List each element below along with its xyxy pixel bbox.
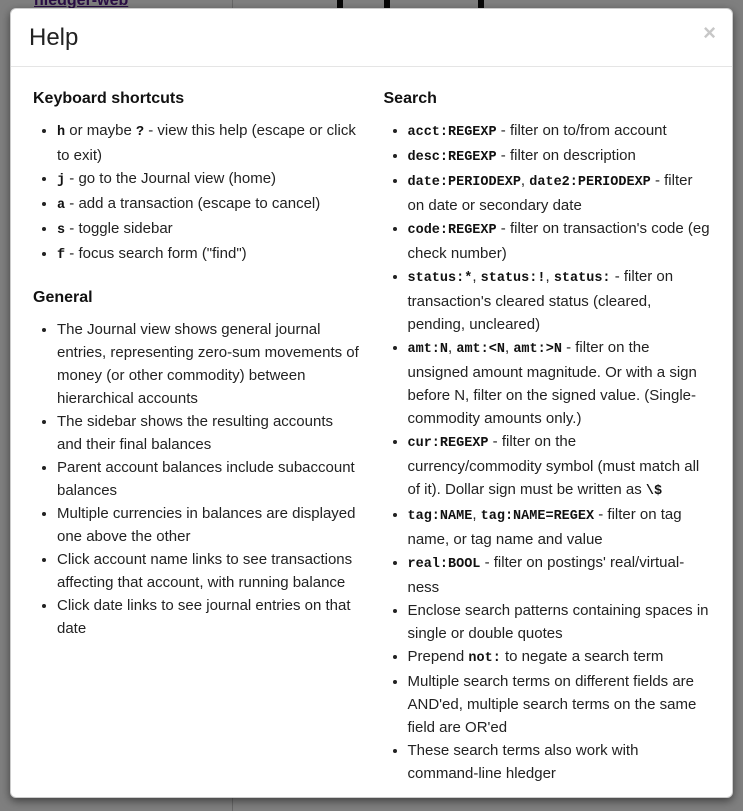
code-term: acct:REGEXP — [407, 125, 497, 140]
code-term: \$ — [645, 484, 663, 499]
section-heading: Search — [383, 90, 437, 107]
help-item: • Multiple currencies in balances are displayed one above the other — [57, 502, 360, 548]
help-item: • These search terms also work with command-line hledger — [408, 739, 711, 785]
help-item: • j - go to the Journal view (home) — [57, 167, 360, 192]
help-column-left — [21, 79, 372, 785]
help-list — [33, 119, 360, 267]
help-item: • Enclose search patterns containing spaces in single or double quotes — [408, 599, 711, 645]
close-icon[interactable]: × — [703, 20, 716, 45]
code-term: j — [57, 173, 66, 188]
help-item: • a - add a transaction (escape to cancel) — [57, 192, 360, 217]
help-item: • s - toggle sidebar — [57, 217, 360, 242]
modal-header — [11, 9, 732, 67]
code-term: a — [57, 198, 66, 213]
help-item: • Click date links to see journal entries on that date — [57, 594, 360, 640]
code-term: desc:REGEXP — [407, 150, 497, 165]
help-item: • The sidebar shows the resulting accounts and their final balances — [57, 410, 360, 456]
code-term: h — [57, 125, 66, 140]
code-term: status:! — [480, 271, 546, 286]
help-item: • desc:REGEXP - filter on description — [408, 144, 711, 169]
help-modal — [10, 8, 733, 798]
code-term: tag:NAME=REGEX — [480, 509, 595, 524]
help-list — [384, 119, 711, 785]
help-item: • cur:REGEXP - filter on the currency/commodity symbol (must match all of it). Dollar sign must be written as \$ — [408, 430, 711, 503]
section-heading: Keyboard shortcuts — [33, 90, 185, 107]
help-item: • code:REGEXP - filter on transaction's code (eg check number) — [408, 217, 711, 265]
help-column-right — [372, 79, 723, 785]
code-term: amt:N — [407, 342, 449, 357]
help-item: • Prepend not: to negate a search term — [408, 645, 711, 670]
help-item: • Multiple search terms on different fields are AND'ed, multiple search terms on the same field are OR'ed — [408, 670, 711, 739]
help-item: • date:PERIODEXP, date2:PERIODEXP - filter on date or secondary date — [408, 169, 711, 217]
help-item: • real:BOOL - filter on postings' real/virtual-ness — [408, 551, 711, 599]
code-term: tag:NAME — [407, 509, 473, 524]
code-term: status:* — [407, 271, 473, 286]
help-item: • h or maybe ? - view this help (escape or click to exit) — [57, 119, 360, 167]
code-term: f — [57, 248, 66, 263]
help-item: • acct:REGEXP - filter on to/from account — [408, 119, 711, 144]
help-item: • Parent account balances include subaccount balances — [57, 456, 360, 502]
code-term: s — [57, 223, 66, 238]
code-term: real:BOOL — [407, 557, 481, 572]
modal-title: Help — [29, 24, 79, 51]
help-item: • f - focus search form ("find") — [57, 242, 360, 267]
code-term: date:PERIODEXP — [407, 175, 521, 190]
code-term: status: — [553, 271, 611, 286]
help-item: • Click account name links to see transactions affecting that account, with running balance — [57, 548, 360, 594]
code-term: amt:<N — [456, 342, 505, 357]
code-term: ? — [135, 125, 145, 140]
code-term: amt:>N — [513, 342, 562, 357]
help-item: • status:*, status:!, status: - filter on transaction's cleared status (cleared, pending, uncleared) — [408, 265, 711, 336]
help-item: • tag:NAME, tag:NAME=REGEX - filter on tag name, or tag name and value — [408, 503, 711, 551]
code-term: not: — [468, 651, 501, 666]
code-term: date2:PERIODEXP — [529, 175, 651, 190]
help-item: • The Journal view shows general journal entries, representing zero-sum movements of money (or other commodity) between hierarchical accounts — [57, 318, 360, 410]
modal-body — [11, 67, 732, 798]
code-term: cur:REGEXP — [407, 436, 489, 451]
code-term: code:REGEXP — [407, 223, 497, 238]
help-item: • amt:N, amt:<N, amt:>N - filter on the unsigned amount magnitude. Or with a sign before N, filter on the signed value. (Single-commodity amounts only.) — [408, 336, 711, 430]
section-heading: General — [33, 289, 93, 306]
help-list — [33, 318, 360, 640]
